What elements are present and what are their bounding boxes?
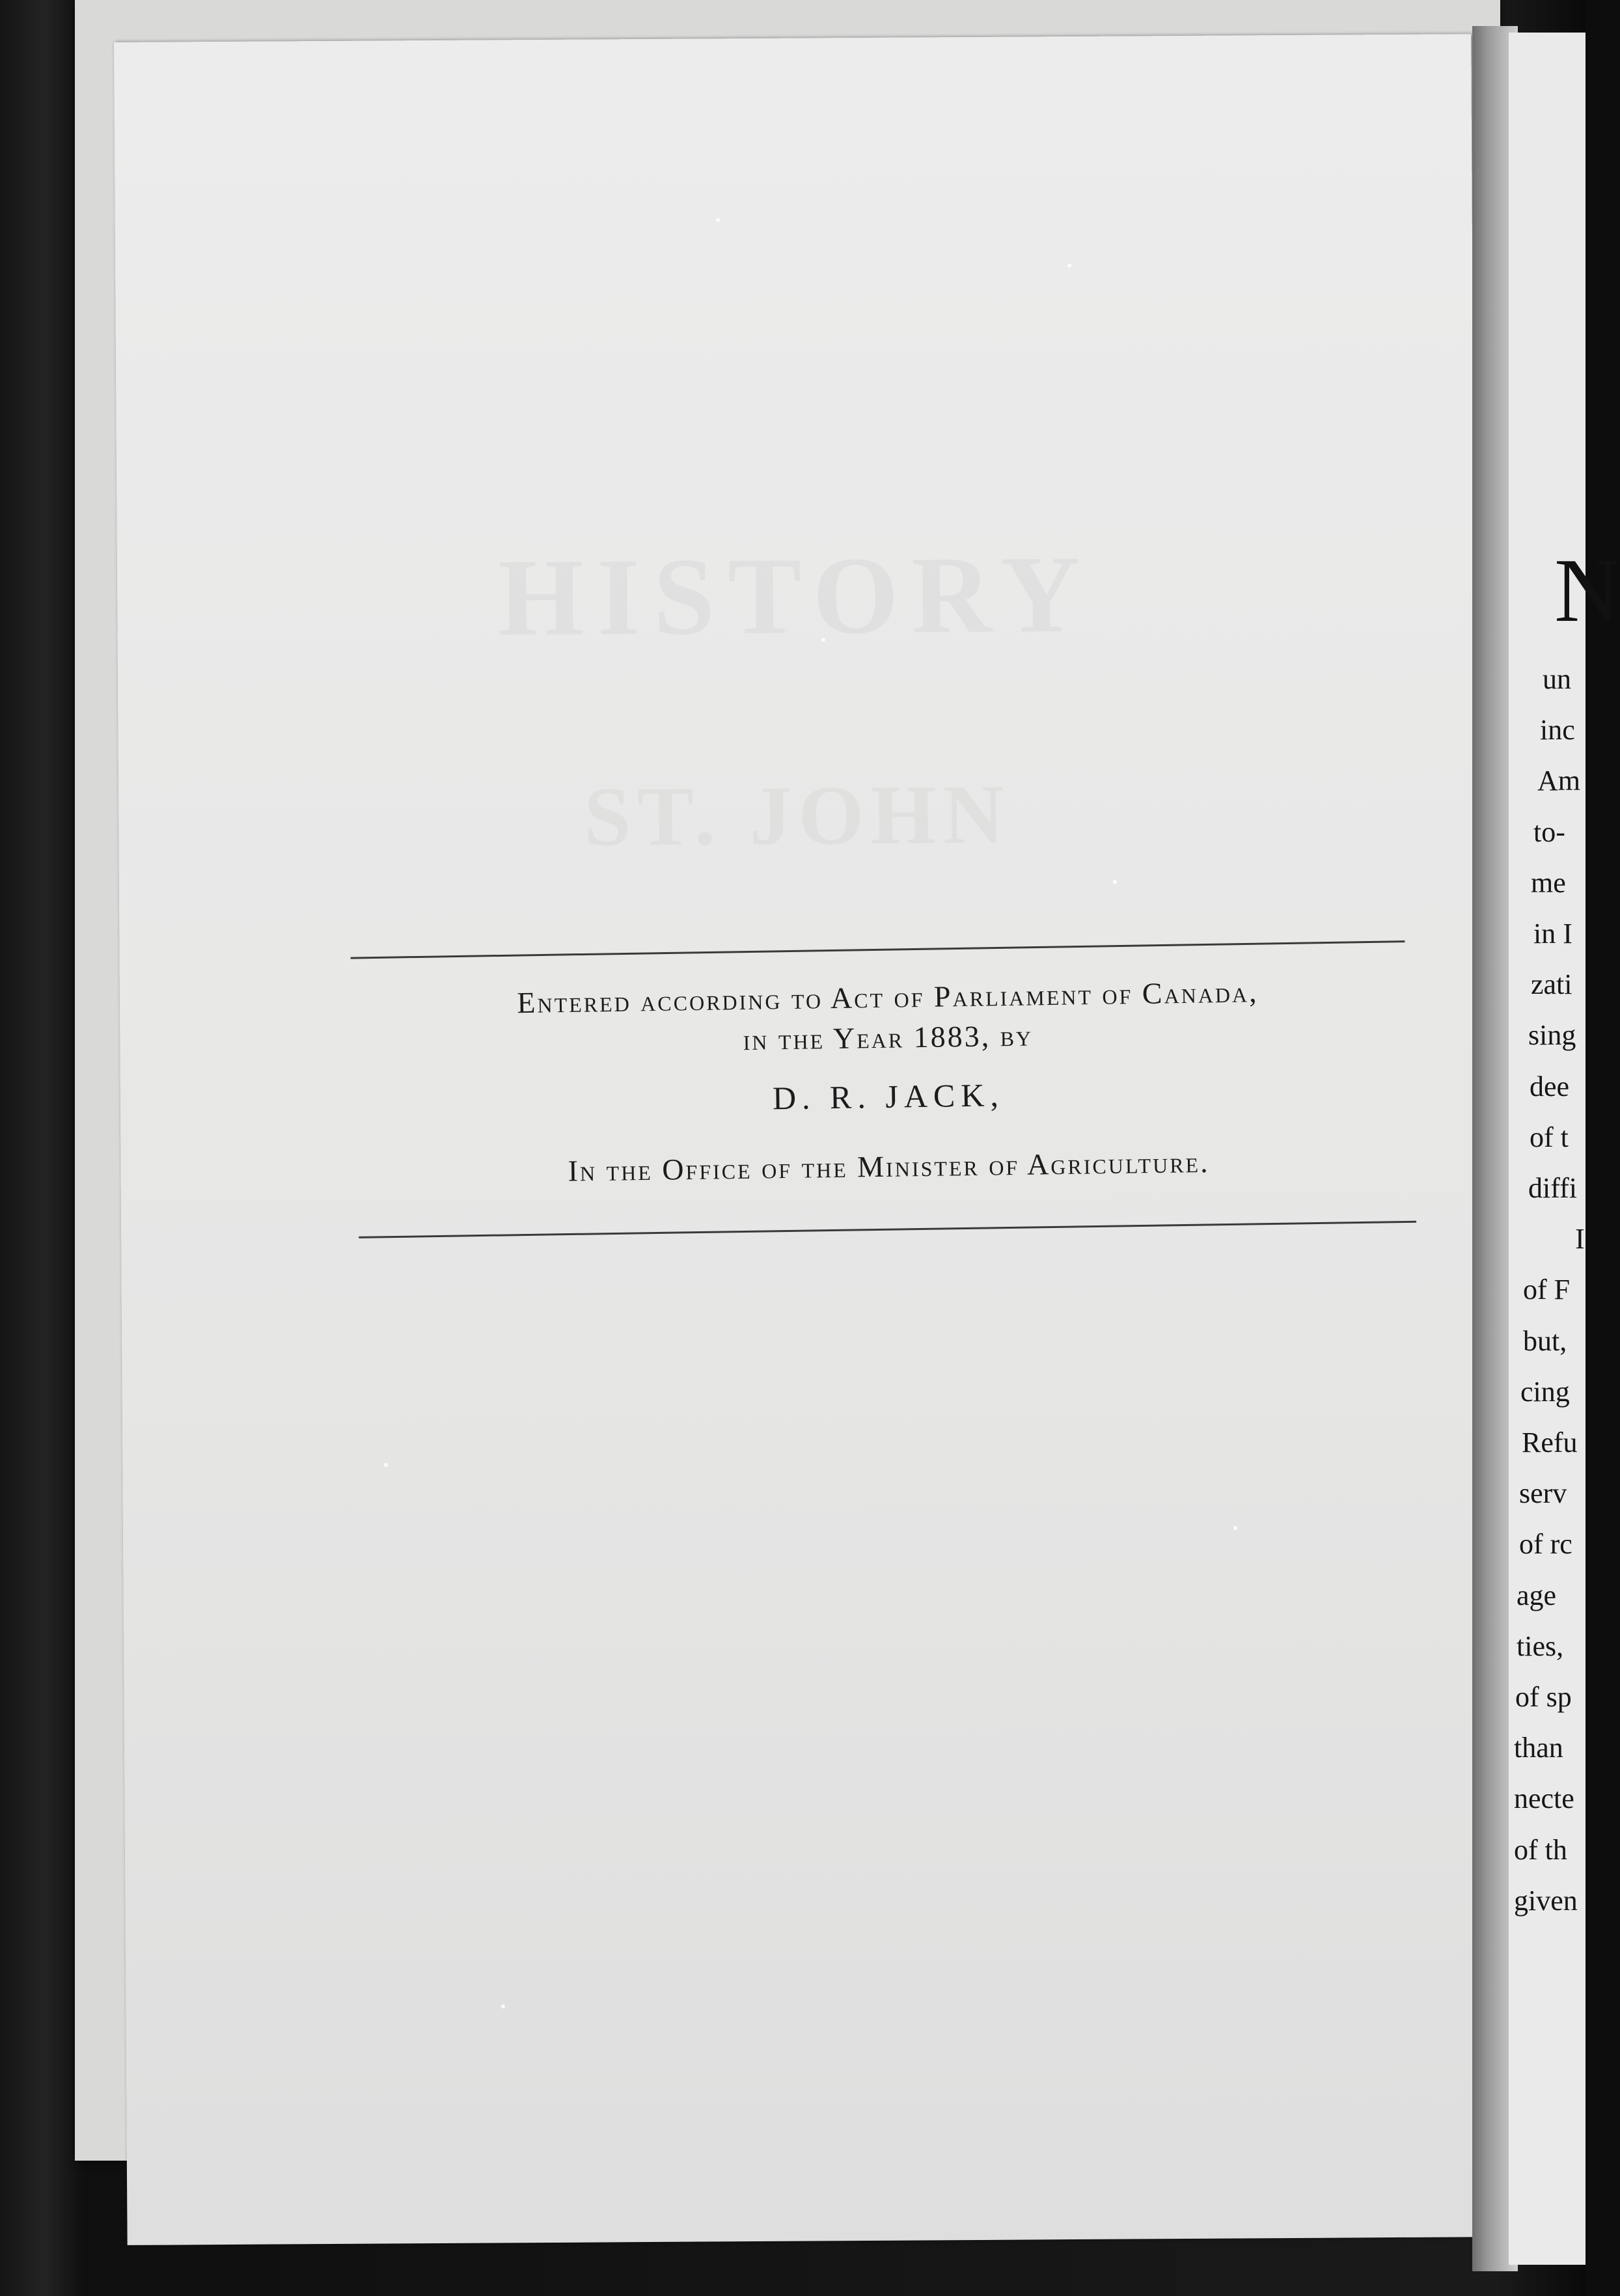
facing-page-line-fragment: I [1575,1223,1585,1255]
facing-page-line-fragment: of rc [1519,1528,1572,1561]
facing-page-line-fragment: Am [1537,765,1580,797]
facing-page-line-fragment: of F [1523,1274,1571,1306]
facing-page-line-fragment: inc [1540,714,1575,746]
facing-page-line-fragment: cing [1520,1375,1570,1408]
facing-page-line-fragment: to- [1533,815,1565,848]
facing-page-line-fragment: than [1514,1732,1563,1764]
facing-page-line-fragment: un [1543,663,1571,695]
facing-page-line-fragment: Refu [1522,1427,1578,1458]
facing-page-line-fragment: in I [1533,918,1572,950]
facing-page-line-fragment: me [1531,866,1566,899]
title-verso-page [114,34,1485,2245]
facing-page-line-fragment: but, [1523,1324,1567,1357]
facing-page-line-fragment: of th [1514,1833,1567,1866]
facing-page-line-fragment: dee [1530,1070,1570,1102]
facing-page-line-fragment: ties, [1517,1630,1564,1662]
bottom-rule [359,1221,1416,1238]
copyright-line-1: Entered according to Act of Parliament of Canada, [517,975,1259,1020]
facing-page-line-fragment: of sp [1515,1681,1572,1713]
facing-page-line-fragment: age [1517,1579,1557,1611]
facing-page-line-fragment: of t [1530,1121,1569,1153]
facing-page-line-fragment: serv [1519,1477,1567,1510]
copyright-line-2: in the Year 1883, by [743,1018,1034,1057]
bleed-through-text-ghost-2 [118,763,1476,869]
top-rule [351,940,1405,959]
facing-page-line-fragment: sing [1528,1019,1576,1052]
copyright-office-line: In the Office of the Minister of Agriculture. [568,1145,1210,1188]
facing-page-line-fragment: given [1514,1884,1578,1917]
facing-page-line-fragment: diffi [1528,1172,1577,1204]
facing-page-line-fragment: zati [1531,968,1572,1001]
copyright-author: D. R. JACK, [772,1076,1005,1117]
facing-page-line-fragment: necte [1514,1783,1574,1815]
facing-page-drop-cap: N [1554,540,1620,641]
bleed-through-text-ghost [117,528,1475,664]
